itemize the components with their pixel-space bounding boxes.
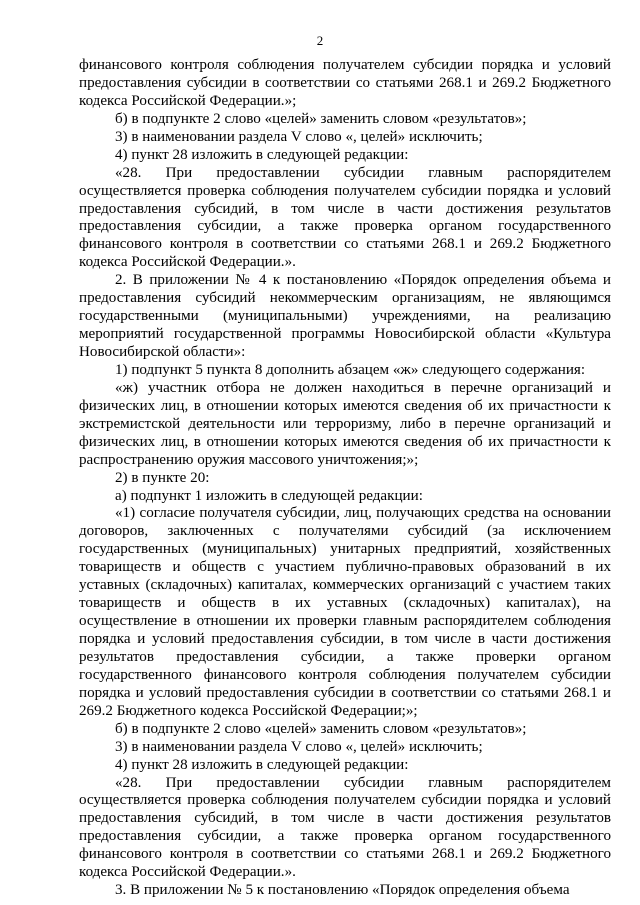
paragraph: 2) в пункте 20: [115,469,210,486]
document-body [79,57,611,900]
paragraph: «28. При предоставлении субсидии главным распорядителем осуществляется проверка соблюдения получателем субсидии порядка и условий предоставления субсидий, в том числе в части достижения результатов предоставления субсидии, а также проверка органом государственного финансового контроля в соответствии со статьями 268.1 и 269.2 Бюджетного кодекса Российской Федерации.». [79,164,611,271]
page-number: 2 [316,33,324,48]
paragraph: 4) пункт 28 изложить в следующей редакции: [115,756,409,773]
paragraph: б) в подпункте 2 слово «целей» заменить словом «результатов»; [115,720,527,737]
paragraph: «1) согласие получателя субсидии, лиц, получающих средства на основании договоров, заключенных с получателями субсидий (за исключением государственных (муниципальных) унитарных предприятий, хозяйственных товариществ и обществ с участием публично-правовых образований в их уставных (складочных) капиталах, коммерческих организаций с участием таких товариществ и обществ в их уставных (складочных) капиталах), на осуществление в отношении их проверки главным распорядителем соблюдения порядка и условий предоставления субсидии, в том числе в части достижения результатов предоставления субсидии, а также проверки органом государственного финансового контроля соблюдения получателем субсидии порядка и условий предоставления субсидии в соответствии со статьями 268.1 и 269.2 Бюджетного кодекса Российской Федерации;»; [79,505,611,719]
paragraph: а) подпункт 1 изложить в следующей редакции: [115,487,423,504]
paragraph: 3) в наименовании раздела V слово «, целей» исключить; [115,738,483,755]
paragraph: 2. В приложении № 4 к постановлению «Порядок определения объема и предоставления субсидий некоммерческим организациям, не являющимся государственными (муниципальными) учреждениями, на реализацию мероприятий государственной программы Новосибирской области «Культура Новосибирской области»: [79,272,611,360]
paragraph: б) в подпункте 2 слово «целей» заменить словом «результатов»; [115,110,527,127]
paragraph: 3) в наименовании раздела V слово «, целей» исключить; [115,128,483,145]
paragraph: 1) подпункт 5 пункта 8 дополнить абзацем «ж» следующего содержания: [115,361,586,378]
paragraph: финансового контроля соблюдения получателем субсидии порядка и условий предоставления субсидии в соответствии со статьями 268.1 и 269.2 Бюджетного кодекса Российской Федерации.»; [79,57,611,109]
paragraph: 4) пункт 28 изложить в следующей редакции: [115,146,409,163]
paragraph: 3. В приложении № 5 к постановлению «Порядок определения объема [115,882,570,899]
paragraph: «28. При предоставлении субсидии главным распорядителем осуществляется проверка соблюдения получателем субсидии порядка и условий предоставления субсидий, в том числе в части достижения результатов предоставления субсидии, а также проверка органом государственного финансового контроля в соответствии со статьями 268.1 и 269.2 Бюджетного кодекса Российской Федерации.». [79,774,611,881]
paragraph: «ж) участник отбора не должен находиться в перечне организаций и физических лиц, в отношении которых имеются сведения об их причастности к экстремистской деятельности или терроризму, либо в перечне организаций и физических лиц, в отношении которых имеются сведения об их причастности к распространению оружия массового уничтожения;»; [79,379,611,468]
